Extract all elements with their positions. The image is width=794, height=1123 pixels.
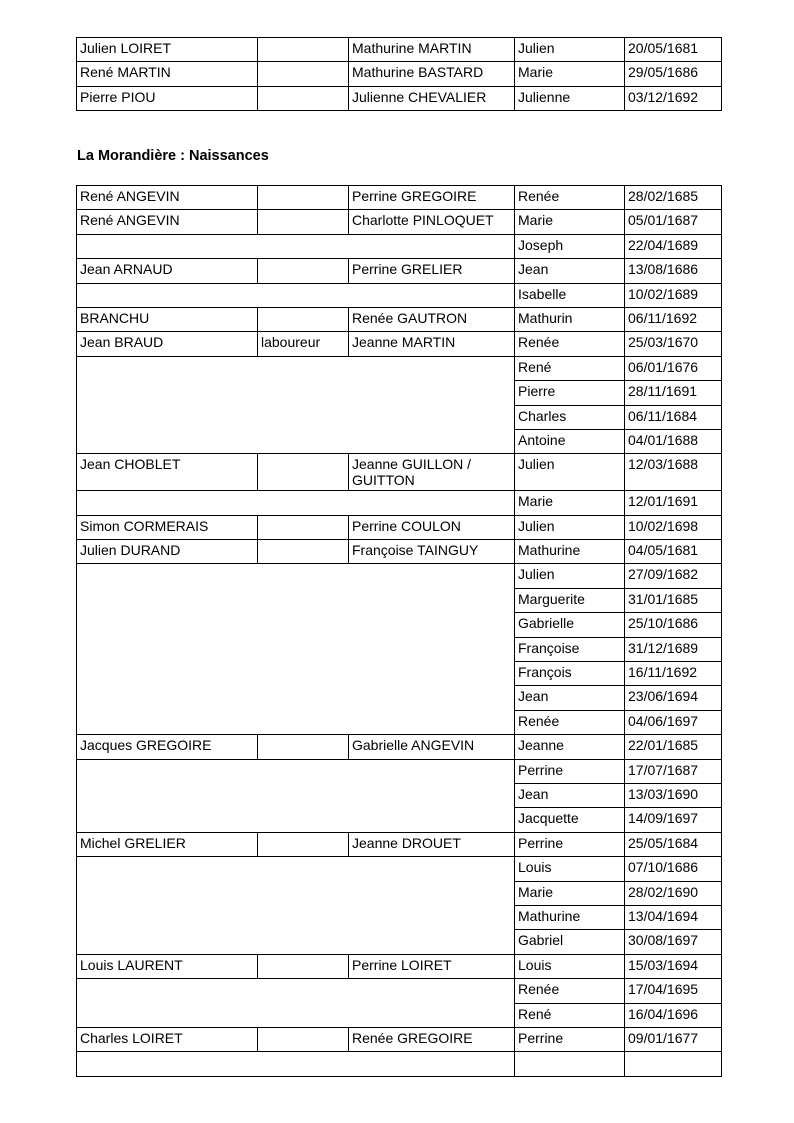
occupation-cell — [258, 1027, 349, 1051]
table-row — [77, 1027, 722, 1051]
birth-date-cell: 09/01/1677 — [625, 1027, 722, 1051]
table-row — [77, 857, 722, 881]
birth-date-cell: 12/03/1688 — [625, 454, 722, 491]
birth-date-cell: 04/05/1681 — [625, 540, 722, 564]
birth-date-cell: 25/03/1670 — [625, 332, 722, 356]
table-row — [77, 283, 722, 307]
table-row — [77, 491, 722, 515]
table-row — [77, 454, 722, 491]
birth-date-cell: 22/04/1689 — [625, 234, 722, 258]
child-cell: Perrine — [515, 1027, 625, 1051]
mother-cell: Gabrielle ANGEVIN — [349, 735, 515, 759]
birth-date-cell: 28/02/1690 — [625, 881, 722, 905]
birth-date-cell: 31/01/1685 — [625, 588, 722, 612]
child-cell: Mathurine — [515, 905, 625, 929]
table-row — [77, 234, 722, 258]
mother-cell: Jeanne MARTIN — [349, 332, 515, 356]
mother-cell: Jeanne DROUET — [349, 832, 515, 856]
merged-parent-cell — [77, 491, 515, 515]
child-cell — [515, 1052, 625, 1076]
child-cell: Julien — [515, 454, 625, 491]
child-cell: Jacquette — [515, 808, 625, 832]
occupation-cell — [258, 210, 349, 234]
child-cell: Julien — [515, 515, 625, 539]
child-cell: Louis — [515, 857, 625, 881]
birth-date-cell: 25/05/1684 — [625, 832, 722, 856]
child-cell: Renée — [515, 186, 625, 210]
child-cell: Marie — [515, 491, 625, 515]
father-cell: Jacques GREGOIRE — [77, 735, 258, 759]
table-row — [77, 186, 722, 210]
birth-date-cell: 13/03/1690 — [625, 783, 722, 807]
merged-parent-cell — [77, 234, 515, 258]
table-row — [77, 759, 722, 783]
occupation-cell — [258, 832, 349, 856]
table-row — [77, 954, 722, 978]
child-cell: Marie — [515, 881, 625, 905]
table-row — [77, 62, 722, 86]
birth-date-cell — [625, 1052, 722, 1076]
merged-parent-cell — [77, 564, 515, 735]
child-cell: Louis — [515, 954, 625, 978]
mother-cell: Perrine GRELIER — [349, 259, 515, 283]
occupation-cell — [258, 186, 349, 210]
child-cell: Jean — [515, 783, 625, 807]
father-cell: Jean CHOBLET — [77, 454, 258, 491]
birth-date-cell: 29/05/1686 — [625, 62, 722, 86]
merged-parent-cell — [77, 283, 515, 307]
father-cell: René ANGEVIN — [77, 210, 258, 234]
birth-date-cell: 13/04/1694 — [625, 905, 722, 929]
child-cell: Julien — [515, 564, 625, 588]
birth-date-cell: 10/02/1698 — [625, 515, 722, 539]
birth-date-cell: 15/03/1694 — [625, 954, 722, 978]
table-row — [77, 259, 722, 283]
father-cell: René MARTIN — [77, 62, 258, 86]
father-cell: Julien LOIRET — [77, 38, 258, 62]
child-cell: Julienne — [515, 86, 625, 110]
child-cell: Jean — [515, 686, 625, 710]
child-cell: Perrine — [515, 759, 625, 783]
table-row — [77, 307, 722, 331]
section-title: La Morandière : Naissances — [77, 148, 269, 164]
child-cell: Mathurin — [515, 307, 625, 331]
continuation-table — [76, 37, 722, 111]
birth-date-cell: 31/12/1689 — [625, 637, 722, 661]
father-cell: Jean BRAUD — [77, 332, 258, 356]
occupation-cell — [258, 735, 349, 759]
merged-parent-cell — [77, 356, 515, 454]
child-cell: Perrine — [515, 832, 625, 856]
birth-date-cell: 06/11/1684 — [625, 405, 722, 429]
father-cell: Louis LAURENT — [77, 954, 258, 978]
father-cell: René ANGEVIN — [77, 186, 258, 210]
table-row — [77, 735, 722, 759]
occupation-cell — [258, 307, 349, 331]
occupation-cell: laboureur — [258, 332, 349, 356]
father-cell: Julien DURAND — [77, 540, 258, 564]
child-cell: Marguerite — [515, 588, 625, 612]
child-cell: François — [515, 662, 625, 686]
birth-date-cell: 06/01/1676 — [625, 356, 722, 380]
birth-date-cell: 14/09/1697 — [625, 808, 722, 832]
child-cell: Charles — [515, 405, 625, 429]
birth-date-cell: 07/10/1686 — [625, 857, 722, 881]
child-cell: Pierre — [515, 381, 625, 405]
occupation-cell — [258, 86, 349, 110]
occupation-cell — [258, 62, 349, 86]
occupation-cell — [258, 454, 349, 491]
birth-date-cell: 13/08/1686 — [625, 259, 722, 283]
child-cell: Gabriel — [515, 930, 625, 954]
birth-date-cell: 20/05/1681 — [625, 38, 722, 62]
occupation-cell — [258, 259, 349, 283]
occupation-cell — [258, 515, 349, 539]
merged-parent-cell — [77, 857, 515, 955]
merged-parent-cell — [77, 1052, 515, 1076]
table-row — [77, 86, 722, 110]
father-cell: Jean ARNAUD — [77, 259, 258, 283]
occupation-cell — [258, 954, 349, 978]
birth-date-cell: 04/06/1697 — [625, 710, 722, 734]
table-row — [77, 38, 722, 62]
father-cell: Michel GRELIER — [77, 832, 258, 856]
merged-parent-cell — [77, 759, 515, 832]
mother-cell: Mathurine BASTARD — [349, 62, 515, 86]
birth-date-cell: 17/07/1687 — [625, 759, 722, 783]
birth-date-cell: 30/08/1697 — [625, 930, 722, 954]
table-row — [77, 564, 722, 588]
merged-parent-cell — [77, 979, 515, 1028]
child-cell: Jean — [515, 259, 625, 283]
child-cell: Marie — [515, 210, 625, 234]
mother-cell: Renée GAUTRON — [349, 307, 515, 331]
mother-cell: Perrine GREGOIRE — [349, 186, 515, 210]
child-cell: Gabrielle — [515, 613, 625, 637]
table-row — [77, 332, 722, 356]
mother-cell: Françoise TAINGUY — [349, 540, 515, 564]
child-cell: Jeanne — [515, 735, 625, 759]
occupation-cell — [258, 38, 349, 62]
birth-date-cell: 04/01/1688 — [625, 429, 722, 453]
child-cell: René — [515, 1003, 625, 1027]
birth-date-cell: 16/04/1696 — [625, 1003, 722, 1027]
mother-cell: Renée GREGOIRE — [349, 1027, 515, 1051]
births-table — [76, 185, 722, 1077]
birth-date-cell: 22/01/1685 — [625, 735, 722, 759]
birth-date-cell: 06/11/1692 — [625, 307, 722, 331]
birth-date-cell: 03/12/1692 — [625, 86, 722, 110]
birth-date-cell: 16/11/1692 — [625, 662, 722, 686]
mother-cell: Mathurine MARTIN — [349, 38, 515, 62]
mother-cell: Julienne CHEVALIER — [349, 86, 515, 110]
child-cell: Julien — [515, 38, 625, 62]
father-cell: Simon CORMERAIS — [77, 515, 258, 539]
father-cell: Charles LOIRET — [77, 1027, 258, 1051]
child-cell: Renée — [515, 979, 625, 1003]
child-cell: Antoine — [515, 429, 625, 453]
table-row — [77, 832, 722, 856]
birth-date-cell: 05/01/1687 — [625, 210, 722, 234]
birth-date-cell: 10/02/1689 — [625, 283, 722, 307]
child-cell: Françoise — [515, 637, 625, 661]
father-cell: Pierre PIOU — [77, 86, 258, 110]
table-row — [77, 1052, 722, 1076]
occupation-cell — [258, 540, 349, 564]
birth-date-cell: 28/02/1685 — [625, 186, 722, 210]
father-cell: BRANCHU — [77, 307, 258, 331]
mother-cell: Perrine LOIRET — [349, 954, 515, 978]
table-row — [77, 979, 722, 1003]
table-row — [77, 210, 722, 234]
table-row — [77, 356, 722, 380]
child-cell: René — [515, 356, 625, 380]
table-row — [77, 515, 722, 539]
birth-date-cell: 28/11/1691 — [625, 381, 722, 405]
mother-cell: Jeanne GUILLON / GUITTON — [349, 454, 515, 491]
child-cell: Marie — [515, 62, 625, 86]
mother-cell: Charlotte PINLOQUET — [349, 210, 515, 234]
birth-date-cell: 23/06/1694 — [625, 686, 722, 710]
child-cell: Renée — [515, 710, 625, 734]
birth-date-cell: 27/09/1682 — [625, 564, 722, 588]
child-cell: Isabelle — [515, 283, 625, 307]
birth-date-cell: 12/01/1691 — [625, 491, 722, 515]
birth-date-cell: 25/10/1686 — [625, 613, 722, 637]
child-cell: Mathurine — [515, 540, 625, 564]
child-cell: Renée — [515, 332, 625, 356]
child-cell: Joseph — [515, 234, 625, 258]
table-row — [77, 540, 722, 564]
mother-cell: Perrine COULON — [349, 515, 515, 539]
birth-date-cell: 17/04/1695 — [625, 979, 722, 1003]
